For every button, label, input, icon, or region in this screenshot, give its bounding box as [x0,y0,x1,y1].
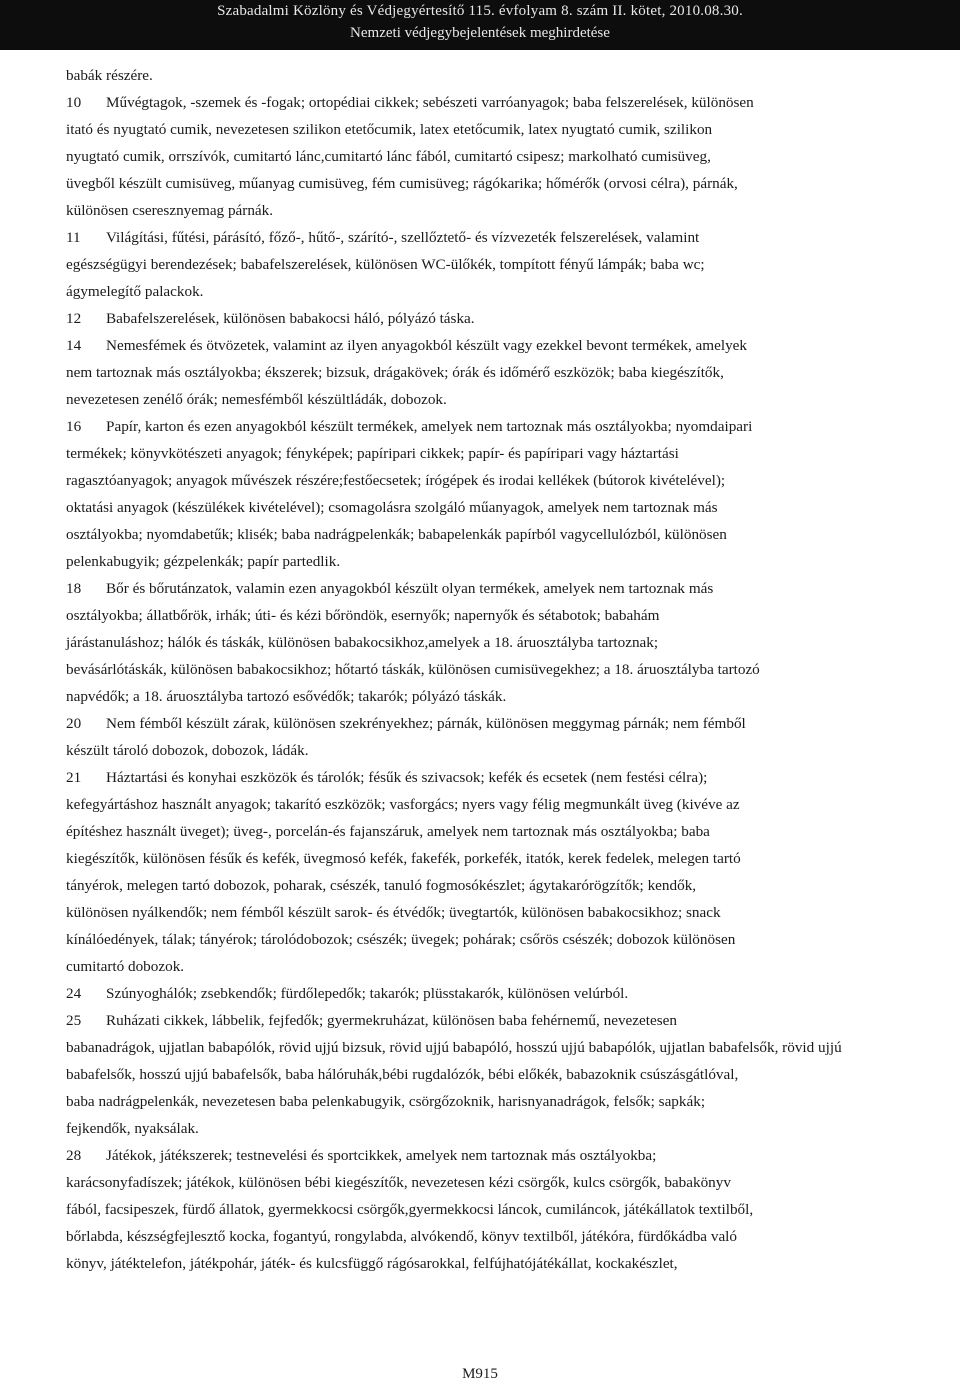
text-line [66,1223,866,1250]
line-text: baba nadrágpelenkák, nevezetesen baba pelenkabugyik, csörgőzoknik, harisnyanadrágok, felsők; sapkák; [66,1093,706,1110]
line-text: üvegből készült cumisüveg, műanyag cumisüveg, fém cumisüveg; rágókarika; hőmérők (orvosi célra), párnák, [66,175,738,192]
line-text: fejkendők, nyaksálak. [66,1120,199,1137]
page-header [0,0,960,50]
class-entry-first-line [66,1007,866,1034]
text-line [66,359,866,386]
line-text: könyv, játéktelefon, játékpohár, játék- és kulcsfüggő rágósarokkal, felfújhatójátékállat, kockakészlet, [66,1255,678,1272]
line-text: kínálóedények, tálak; tányérok; tárolódobozok; csészék; üvegek; pohárak; csőrös csészék; dobozok különösen [66,931,736,948]
class-entry-first-line [66,89,866,116]
line-text: oktatási anyagok (készülékek kivételével); csomagolásra szolgáló műanyagok, amelyek nem tartoznak más [66,499,718,516]
text-line [66,656,866,683]
line-text: babafelsők, hosszú ujjú babafelsők, baba hálóruhák,bébi rugdalózók, bébi előkék, babazoknik csúszásgátlóval, [66,1066,739,1083]
class-number: 11 [66,229,81,246]
document-body [66,62,866,1277]
class-number: 28 [66,1147,82,1164]
line-text: babanadrágok, ujjatlan babapólók, rövid ujjú bizsuk, rövid ujjú babapóló, hosszú ujjú babapólók, ujjatlan babafelsők, rövid ujjú [66,1039,842,1056]
line-text: fából, facsipeszek, fürdő állatok, gyermekkocsi csörgők,gyermekkocsi láncok, cumiláncok, játékállatok textilből, [66,1201,754,1218]
text-line [66,278,866,305]
line-text: cumitartó dobozok. [66,958,185,975]
text-line [66,521,866,548]
line-text: Bőr és bőrutánzatok, valamin ezen anyagokból készült olyan termékek, amelyek nem tartoznak más [106,580,714,597]
class-entry-first-line [66,413,866,440]
line-text: napvédők; a 18. áruosztályba tartozó esővédők; takarók; pólyázó táskák. [66,688,507,705]
line-text: termékek; könyvkötészeti anyagok; fényképek; papíripari cikkek; papír- és papíripari vagy háztartási [66,445,679,462]
class-entry-first-line [66,305,866,332]
text-line [66,1034,866,1061]
text-line [66,926,866,953]
line-text: Művégtagok, -szemek és -fogak; ortopédiai cikkek; sebészeti varróanyagok; baba felszerelések, különösen [106,94,754,111]
line-text: Játékok, játékszerek; testnevelési és sportcikkek, amelyek nem tartoznak más osztályokba; [106,1147,657,1164]
page-number: M915 [462,1366,498,1382]
line-text: ágymelegítő palackok. [66,283,204,300]
text-line [66,845,866,872]
line-text: nyugtató cumik, orrszívók, cumitartó lánc,cumitartó lánc fából, cumitartó csipesz; markolható cumisüveg, [66,148,711,165]
class-number: 18 [66,580,82,597]
line-text: járástanuláshoz; hálók és táskák, különösen babakocsikhoz,amelyek a 18. áruosztályba tartoznak; [66,634,659,651]
line-text: bőrlabda, készségfejlesztő kocka, fogantyú, rongylabda, alvókendő, könyv textilből, játékóra, fürdőkádba való [66,1228,737,1245]
class-entry-first-line [66,764,866,791]
line-text: Papír, karton és ezen anyagokból készült termékek, amelyek nem tartoznak más osztályokba; nyomdaipari [106,418,753,435]
line-text: osztályokba; nyomdabetűk; klisék; baba nadrágpelenkák; babapelenkák papírból vagycellulózból, különösen [66,526,727,543]
line-text: Nemesfémek és ötvözetek, valamint az ilyen anyagokból készült vagy ezekkel bevont termékek, amelyek [106,337,748,354]
class-number: 25 [66,1012,82,1029]
line-text: különösen cseresznyemag párnák. [66,202,274,219]
class-number: 24 [66,985,82,1002]
text-line [66,548,866,575]
line-text: Szúnyoghálók; zsebkendők; fürdőlepedők; takarók; plüsstakarók, különösen velúrból. [106,985,629,1002]
line-text: nem tartoznak más osztályokba; ékszerek; bizsuk, drágakövek; órák és időmérő eszközök; baba kiegészítők, [66,364,724,381]
line-text: nevezetesen zenélő órák; nemesfémből készültládák, dobozok. [66,391,447,408]
text-line [66,467,866,494]
line-text: Háztartási és konyhai eszközök és tárolók; fésűk és szivacsok; kefék és ecsetek (nem festési célra); [106,769,708,786]
text-line [66,386,866,413]
class-entry-first-line [66,332,866,359]
text-line [66,116,866,143]
text-line [66,1115,866,1142]
text-line [66,791,866,818]
class-entry-first-line [66,224,866,251]
line-text: Nem fémből készült zárak, különösen szekrényekhez; párnák, különösen meggymag párnák; nem fémből [106,715,746,732]
text-line [66,953,866,980]
text-line [66,818,866,845]
text-line [66,899,866,926]
line-text: egészségügyi berendezések; babafelszerelések, különösen WC-ülőkék, tompított fényű lámpák; baba wc; [66,256,705,273]
line-text: kefegyártáshoz használt anyagok; takarító eszközök; vasforgács; nyers vagy félig megmunkált üveg (kivéve az [66,796,740,813]
class-number: 14 [66,337,82,354]
class-number: 10 [66,94,82,111]
line-text: bevásárlótáskák, különösen babakocsikhoz; hőtartó táskák, különösen cumisüvegekhez; a 18. áruosztályba tartozó [66,661,760,678]
journal-title: Szabadalmi Közlöny és Védjegyértesítő 115. évfolyam 8. szám II. kötet, 2010.08.30. [217,3,743,19]
text-line [66,1196,866,1223]
line-text: Világítási, fűtési, párásító, főző-, hűtő-, szárító-, szellőztető- és vízvezeték felszerelések, valamint [106,229,700,246]
text-line [66,1169,866,1196]
text-line [66,629,866,656]
class-number: 21 [66,769,82,786]
class-entry-first-line [66,980,866,1007]
text-line [66,440,866,467]
line-text: Babafelszerelések, különösen babakocsi háló, pólyázó táska. [106,310,475,327]
text-line [66,1250,866,1277]
class-number: 16 [66,418,82,435]
class-number: 20 [66,715,82,732]
line-text: itató és nyugtató cumik, nevezetesen szilikon etetőcumik, latex etetőcumik, latex nyugtató cumik, szilikon [66,121,713,138]
text-line [66,872,866,899]
text-line [66,197,866,224]
text-line [66,683,866,710]
line-text: ragasztóanyagok; anyagok művészek részére;festőecsetek; írógépek és irodai kellékek (bútorok kivételével); [66,472,726,489]
text-line [66,494,866,521]
class-entry-first-line [66,710,866,737]
text-line [66,62,866,89]
section-title: Nemzeti védjegybejelentések meghirdetése [350,25,610,41]
text-line [66,1088,866,1115]
text-line [66,1061,866,1088]
line-text: Ruházati cikkek, lábbelik, fejfedők; gyermekruházat, különösen baba fehérnemű, nevezetesen [106,1012,677,1029]
line-text: kiegészítők, különösen fésűk és kefék, üvegmosó kefék, fakefék, porkefék, itatók, kerek fedelek, melegen tartó [66,850,741,867]
text-line [66,602,866,629]
text-line [66,143,866,170]
text-line [66,170,866,197]
line-text: különösen nyálkendők; nem fémből készült sarok- és étvédők; üvegtartók, különösen babakocsikhoz; snack [66,904,721,921]
line-text: építéshez használt üveget); üveg-, porcelán-és fajanszáruk, amelyek nem tartoznak más osztályokba; baba [66,823,710,840]
line-text: osztályokba; állatbőrök, irhák; úti- és kézi bőröndök, esernyők; napernyők és sétabotok; babahám [66,607,660,624]
line-text: babák részére. [66,67,153,84]
text-line [66,737,866,764]
line-text: tányérok, melegen tartó dobozok, poharak, csészék, tanuló fogmosókészlet; ágytakarórögzítők; kendők, [66,877,697,894]
line-text: pelenkabugyik; gézpelenkák; papír partedlik. [66,553,341,570]
text-line [66,251,866,278]
class-number: 12 [66,310,82,327]
class-entry-first-line [66,575,866,602]
line-text: készült tároló dobozok, dobozok, ládák. [66,742,309,759]
class-entry-first-line [66,1142,866,1169]
line-text: karácsonyfadíszek; játékok, különösen bébi kiegészítők, nevezetesen kézi csörgők, kulcs csörgők, babakönyv [66,1174,731,1191]
